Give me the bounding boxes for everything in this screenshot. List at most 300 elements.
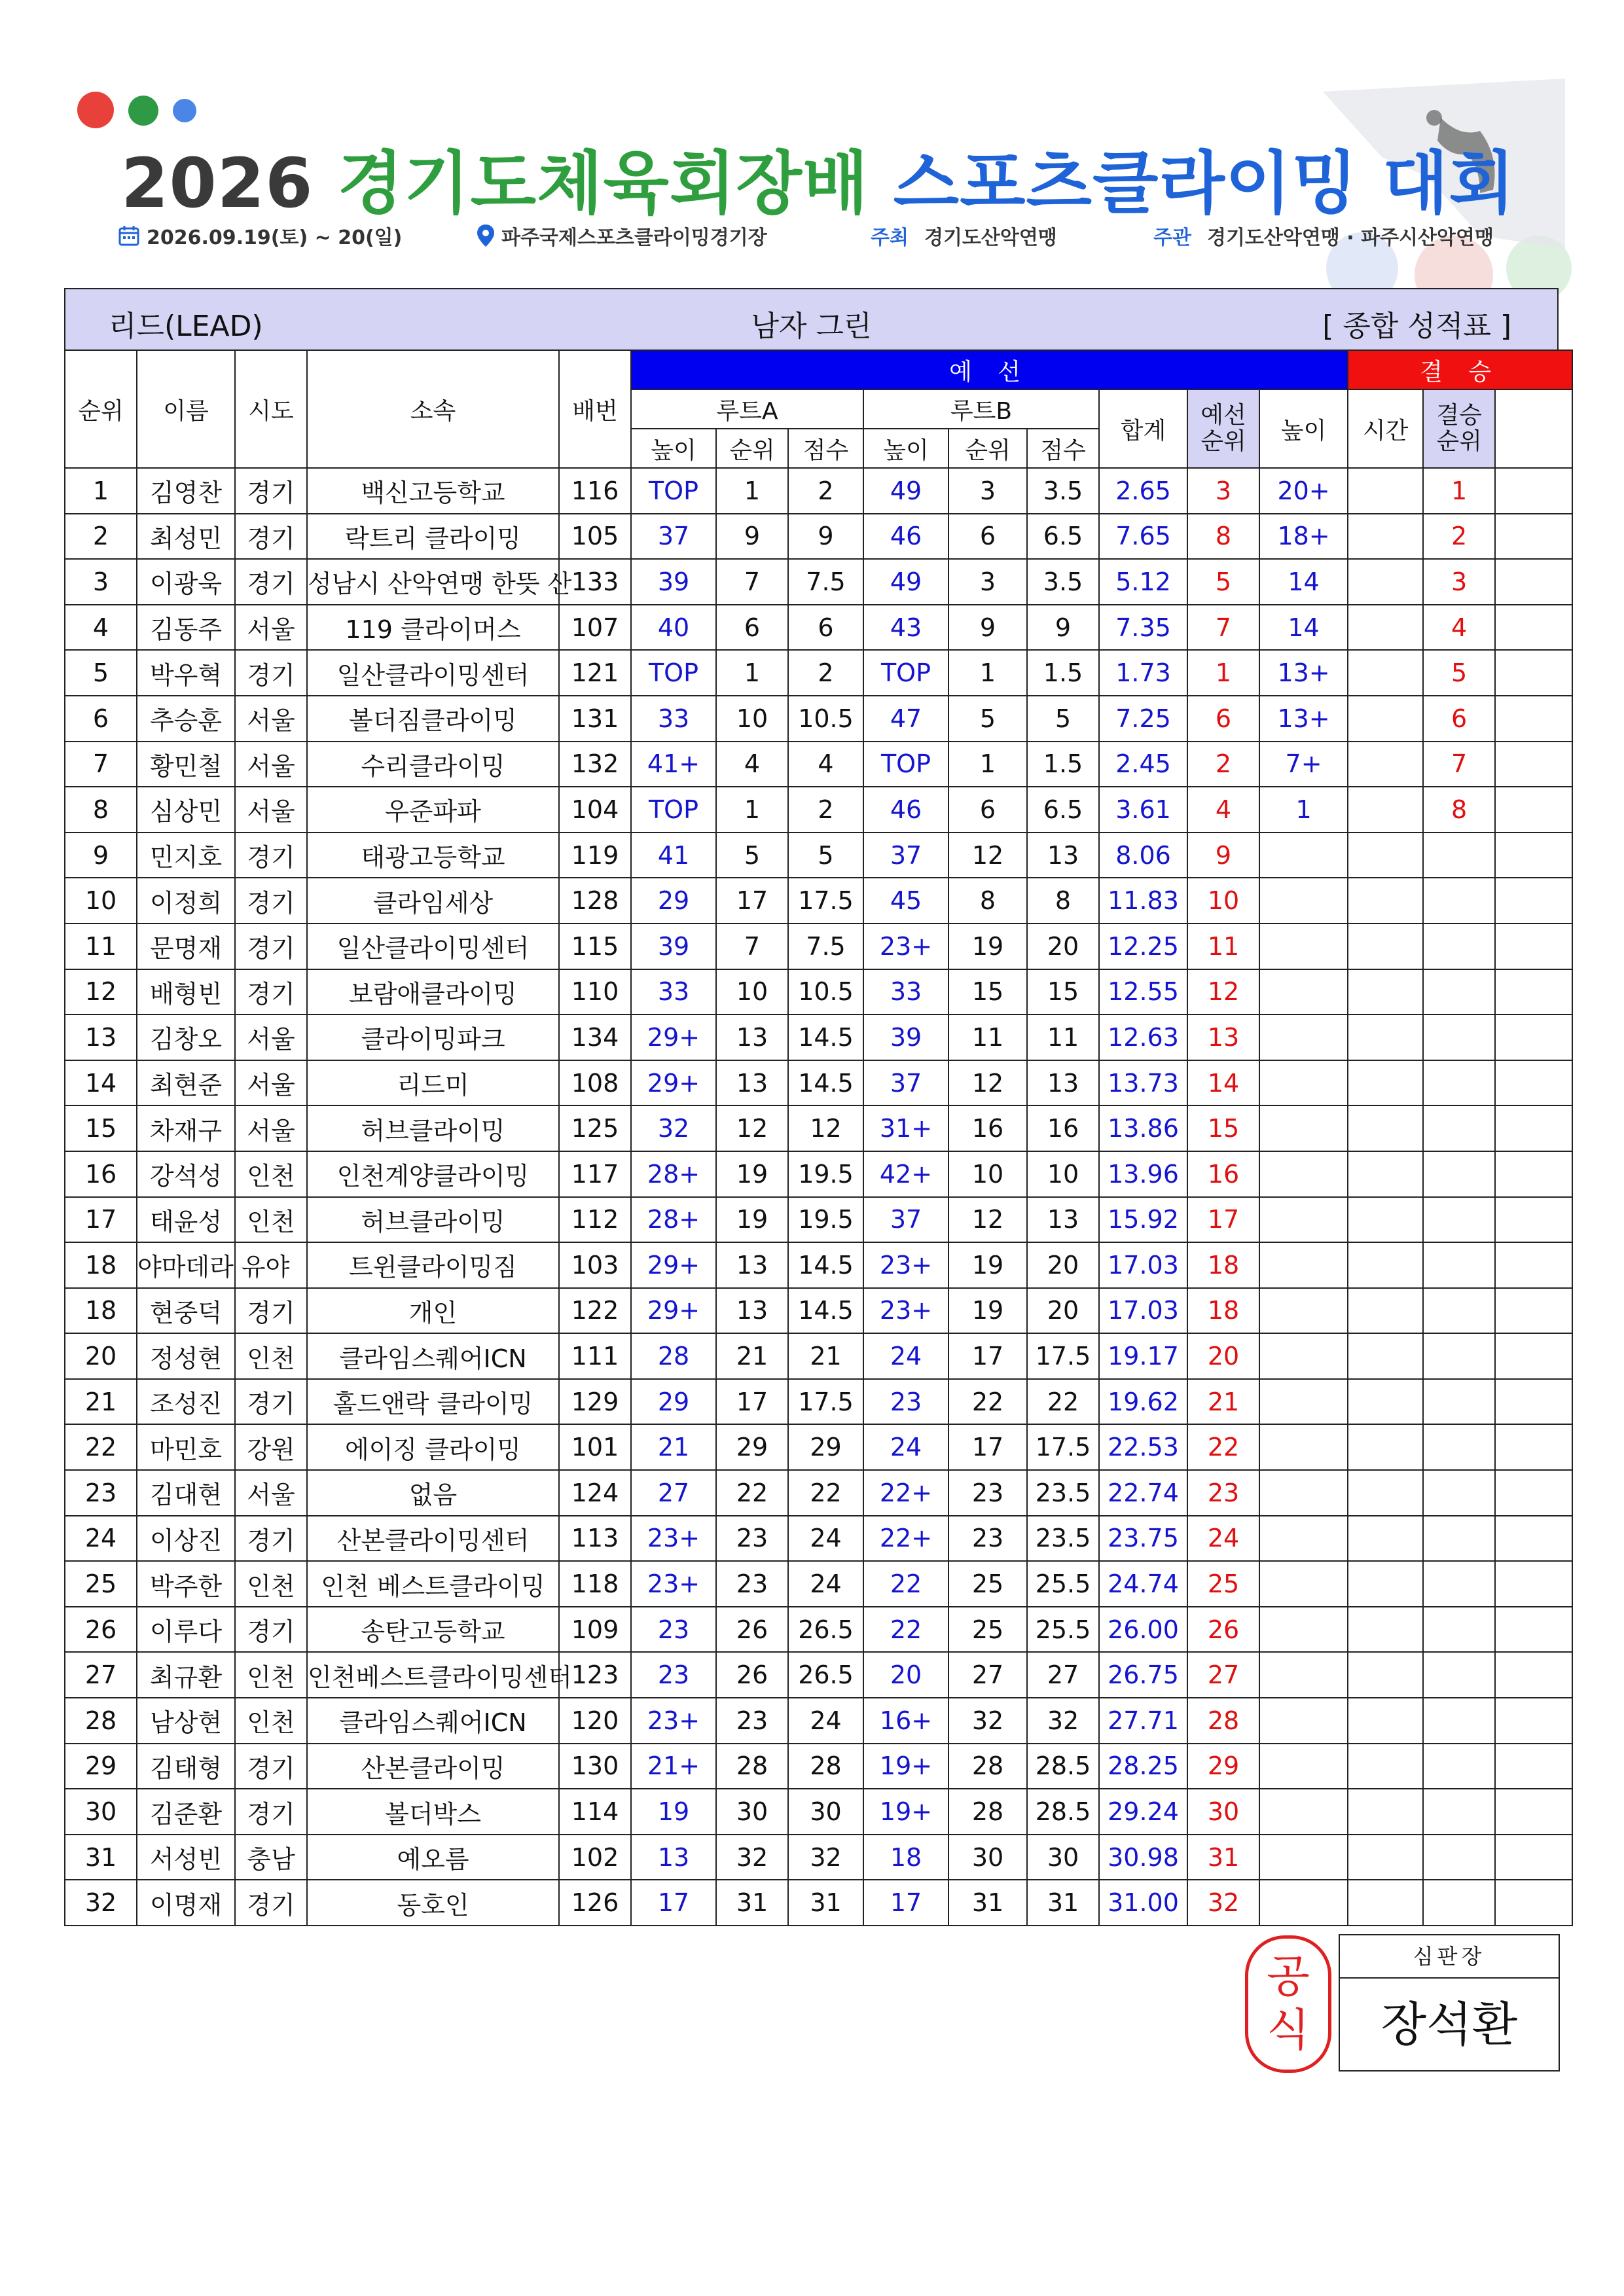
- cell-b-score: 8: [1027, 878, 1099, 924]
- cell-rank: 7: [65, 742, 137, 787]
- cell-final-time: [1348, 1652, 1423, 1698]
- cell-total: 29.24: [1099, 1789, 1187, 1835]
- cell-rank: 24: [65, 1516, 137, 1562]
- cell-note: [1495, 833, 1572, 878]
- cell-total: 22.53: [1099, 1424, 1187, 1470]
- cell-a-height: 41+: [631, 742, 716, 787]
- cell-a-rank: 6: [716, 605, 788, 651]
- cell-bib: 126: [559, 1880, 631, 1926]
- cell-b-height: 23+: [863, 1242, 948, 1288]
- cell-a-score: 32: [788, 1835, 863, 1880]
- cell-rank: 9: [65, 833, 137, 878]
- cell-a-height: 39: [631, 559, 716, 605]
- cell-final-rank: [1423, 1470, 1495, 1516]
- cell-bib: 104: [559, 787, 631, 833]
- cell-rank: 15: [65, 1105, 137, 1151]
- cell-team: 클라임스퀘어ICN: [307, 1333, 559, 1379]
- cell-name: 김영찬: [137, 468, 235, 514]
- cell-final-rank: [1423, 1333, 1495, 1379]
- cell-a-score: 26.5: [788, 1652, 863, 1698]
- cell-region: 경기: [235, 878, 307, 924]
- cell-total: 24.74: [1099, 1561, 1187, 1607]
- cell-final-time: [1348, 1698, 1423, 1744]
- cell-name: 추승훈: [137, 696, 235, 742]
- cell-note: [1495, 1242, 1572, 1288]
- cell-a-rank: 26: [716, 1652, 788, 1698]
- cell-final-height: [1259, 878, 1348, 924]
- cell-region: 서울: [235, 1105, 307, 1151]
- cell-final-height: [1259, 1105, 1348, 1151]
- cell-rank: 13: [65, 1014, 137, 1060]
- table-row: [65, 1698, 1572, 1744]
- col-prelim-rank: 예선 순위: [1187, 389, 1259, 468]
- cell-a-rank: 1: [716, 468, 788, 514]
- cell-prelim-rank: 23: [1187, 1470, 1259, 1516]
- cell-final-rank: [1423, 1516, 1495, 1562]
- cell-note: [1495, 787, 1572, 833]
- cell-final-height: [1259, 1744, 1348, 1789]
- col-region: 시도: [235, 350, 307, 468]
- cell-b-rank: 22: [948, 1379, 1027, 1425]
- cell-a-score: 28: [788, 1744, 863, 1789]
- cell-final-rank: 4: [1423, 605, 1495, 651]
- cell-name: 이명재: [137, 1880, 235, 1926]
- cell-total: 12.25: [1099, 924, 1187, 969]
- cell-a-score: 2: [788, 650, 863, 696]
- cell-final-height: [1259, 969, 1348, 1015]
- cell-team: 클라임세상: [307, 878, 559, 924]
- cell-a-height: 23+: [631, 1516, 716, 1562]
- cell-a-score: 19.5: [788, 1197, 863, 1243]
- cell-final-time: [1348, 924, 1423, 969]
- judge-title: 심판장: [1340, 1935, 1559, 1979]
- cell-team: 산본클라이밍: [307, 1744, 559, 1789]
- cell-b-height: 39: [863, 1014, 948, 1060]
- cell-final-time: [1348, 1561, 1423, 1607]
- cell-name: 이광욱: [137, 559, 235, 605]
- cell-final-time: [1348, 514, 1423, 560]
- cell-prelim-rank: 8: [1187, 514, 1259, 560]
- cell-final-rank: [1423, 1652, 1495, 1698]
- cell-b-score: 32: [1027, 1698, 1099, 1744]
- cell-final-height: 13+: [1259, 696, 1348, 742]
- cell-final-time: [1348, 833, 1423, 878]
- cell-a-score: 9: [788, 514, 863, 560]
- cell-a-height: 19: [631, 1789, 716, 1835]
- cell-a-score: 14.5: [788, 1060, 863, 1106]
- table-row: [65, 1197, 1572, 1243]
- results-table: [64, 350, 1573, 1926]
- cell-a-rank: 29: [716, 1424, 788, 1470]
- cell-final-time: [1348, 559, 1423, 605]
- cell-b-score: 17.5: [1027, 1424, 1099, 1470]
- cell-region: 서울: [235, 696, 307, 742]
- cell-rank: 30: [65, 1789, 137, 1835]
- cell-b-rank: 1: [948, 650, 1027, 696]
- cell-b-score: 3.5: [1027, 559, 1099, 605]
- cell-a-height: 28+: [631, 1197, 716, 1243]
- cell-final-rank: [1423, 924, 1495, 969]
- cell-region: 경기: [235, 1607, 307, 1653]
- cell-total: 12.55: [1099, 969, 1187, 1015]
- green-dot: [128, 96, 158, 126]
- cell-prelim-rank: 3: [1187, 468, 1259, 514]
- cell-final-rank: 6: [1423, 696, 1495, 742]
- cell-name: 김태형: [137, 1744, 235, 1789]
- table-row: [65, 605, 1572, 651]
- cell-note: [1495, 605, 1572, 651]
- cell-final-rank: 1: [1423, 468, 1495, 514]
- table-row: [65, 1014, 1572, 1060]
- cell-b-height: 31+: [863, 1105, 948, 1151]
- cell-prelim-rank: 9: [1187, 833, 1259, 878]
- cell-prelim-rank: 4: [1187, 787, 1259, 833]
- cell-note: [1495, 1744, 1572, 1789]
- cell-prelim-rank: 18: [1187, 1288, 1259, 1334]
- cell-team: 119 클라이머스: [307, 605, 559, 651]
- cell-note: [1495, 1789, 1572, 1835]
- cell-final-time: [1348, 787, 1423, 833]
- cell-note: [1495, 696, 1572, 742]
- cell-team: 트윈클라이밍짐: [307, 1242, 559, 1288]
- cell-a-score: 14.5: [788, 1242, 863, 1288]
- cell-prelim-rank: 1: [1187, 650, 1259, 696]
- cell-final-rank: [1423, 1379, 1495, 1425]
- cell-name: 김창오: [137, 1014, 235, 1060]
- cell-bib: 124: [559, 1470, 631, 1516]
- col-team: 소속: [307, 350, 559, 468]
- cell-note: [1495, 1288, 1572, 1334]
- cell-b-score: 13: [1027, 1060, 1099, 1106]
- table-row: [65, 1652, 1572, 1698]
- cell-total: 26.00: [1099, 1607, 1187, 1653]
- cell-region: 경기: [235, 924, 307, 969]
- cell-name: 이루다: [137, 1607, 235, 1653]
- cell-final-height: [1259, 1151, 1348, 1197]
- cell-rank: 21: [65, 1379, 137, 1425]
- cell-final-height: 13+: [1259, 650, 1348, 696]
- cell-b-score: 28.5: [1027, 1744, 1099, 1789]
- cell-final-time: [1348, 1333, 1423, 1379]
- cell-total: 27.71: [1099, 1698, 1187, 1744]
- cell-b-score: 23.5: [1027, 1470, 1099, 1516]
- cell-final-height: 20+: [1259, 468, 1348, 514]
- cell-region: 경기: [235, 1744, 307, 1789]
- cell-total: 8.06: [1099, 833, 1187, 878]
- blue-dot: [173, 99, 196, 122]
- cell-b-score: 25.5: [1027, 1607, 1099, 1653]
- cell-final-height: [1259, 1424, 1348, 1470]
- cell-a-rank: 19: [716, 1151, 788, 1197]
- cell-rank: 20: [65, 1333, 137, 1379]
- cell-b-rank: 3: [948, 468, 1027, 514]
- cell-team: 허브클라이밍: [307, 1105, 559, 1151]
- event-info-bar: [0, 221, 1624, 247]
- cell-final-rank: [1423, 833, 1495, 878]
- cell-b-rank: 19: [948, 1288, 1027, 1334]
- cell-rank: 27: [65, 1652, 137, 1698]
- cell-a-rank: 23: [716, 1698, 788, 1744]
- cell-prelim-rank: 27: [1187, 1652, 1259, 1698]
- cell-team: 볼더박스: [307, 1789, 559, 1835]
- official-stamp: [1245, 1935, 1331, 2073]
- cell-b-score: 20: [1027, 924, 1099, 969]
- col-b-score: 점수: [1027, 429, 1099, 468]
- cell-b-score: 13: [1027, 833, 1099, 878]
- cell-final-time: [1348, 878, 1423, 924]
- cell-region: 서울: [235, 1060, 307, 1106]
- cell-total: 22.74: [1099, 1470, 1187, 1516]
- table-row: [65, 559, 1572, 605]
- cell-total: 7.35: [1099, 605, 1187, 651]
- cell-final-rank: [1423, 1197, 1495, 1243]
- cell-a-height: 21: [631, 1424, 716, 1470]
- cell-prelim-rank: 17: [1187, 1197, 1259, 1243]
- cell-b-score: 23.5: [1027, 1516, 1099, 1562]
- cell-b-rank: 25: [948, 1561, 1027, 1607]
- cell-b-score: 11: [1027, 1014, 1099, 1060]
- cell-b-score: 3.5: [1027, 468, 1099, 514]
- cell-a-score: 2: [788, 468, 863, 514]
- cell-a-rank: 7: [716, 559, 788, 605]
- cell-a-height: 29+: [631, 1242, 716, 1288]
- cell-rank: 23: [65, 1470, 137, 1516]
- judge-signature-box: [1339, 1934, 1560, 2072]
- cell-a-height: 29+: [631, 1288, 716, 1334]
- cell-a-rank: 30: [716, 1789, 788, 1835]
- cell-b-rank: 17: [948, 1424, 1027, 1470]
- cell-b-score: 28.5: [1027, 1789, 1099, 1835]
- cell-rank: 29: [65, 1744, 137, 1789]
- cell-region: 서울: [235, 1470, 307, 1516]
- cell-final-height: [1259, 1197, 1348, 1243]
- cell-b-height: 16+: [863, 1698, 948, 1744]
- cell-note: [1495, 1652, 1572, 1698]
- cell-note: [1495, 650, 1572, 696]
- cell-team: 에이징 클라이밍: [307, 1424, 559, 1470]
- cell-bib: 109: [559, 1607, 631, 1653]
- cell-final-height: 14: [1259, 559, 1348, 605]
- cell-total: 2.65: [1099, 468, 1187, 514]
- cell-b-score: 30: [1027, 1835, 1099, 1880]
- cell-team: 인천 베스트클라이밍: [307, 1561, 559, 1607]
- table-row: [65, 1561, 1572, 1607]
- cell-total: 17.03: [1099, 1242, 1187, 1288]
- cell-final-rank: [1423, 1105, 1495, 1151]
- cell-total: 28.25: [1099, 1744, 1187, 1789]
- cell-b-height: 47: [863, 696, 948, 742]
- cell-b-rank: 23: [948, 1470, 1027, 1516]
- cell-final-rank: [1423, 878, 1495, 924]
- cell-name: 최현준: [137, 1060, 235, 1106]
- cell-name: 현중덕: [137, 1288, 235, 1334]
- cell-a-rank: 10: [716, 696, 788, 742]
- cell-final-rank: [1423, 1288, 1495, 1334]
- cell-region: 경기: [235, 1789, 307, 1835]
- cell-prelim-rank: 2: [1187, 742, 1259, 787]
- cell-final-height: [1259, 1379, 1348, 1425]
- cell-bib: 101: [559, 1424, 631, 1470]
- cell-a-rank: 1: [716, 787, 788, 833]
- cell-note: [1495, 1014, 1572, 1060]
- cell-note: [1495, 1561, 1572, 1607]
- cell-final-rank: [1423, 1424, 1495, 1470]
- cell-bib: 115: [559, 924, 631, 969]
- cell-name: 남상현: [137, 1698, 235, 1744]
- cell-final-height: [1259, 1561, 1348, 1607]
- cell-note: [1495, 1333, 1572, 1379]
- col-group-preliminary: 예 선: [631, 350, 1348, 389]
- cell-rank: 4: [65, 605, 137, 651]
- cell-prelim-rank: 24: [1187, 1516, 1259, 1562]
- cell-team: 예오름: [307, 1835, 559, 1880]
- cell-bib: 119: [559, 833, 631, 878]
- col-final-height: 높이: [1259, 389, 1348, 468]
- cell-a-score: 31: [788, 1880, 863, 1926]
- cell-prelim-rank: 10: [1187, 878, 1259, 924]
- cell-b-rank: 23: [948, 1516, 1027, 1562]
- cell-bib: 123: [559, 1652, 631, 1698]
- cell-b-height: 17: [863, 1880, 948, 1926]
- cell-note: [1495, 1516, 1572, 1562]
- cell-final-rank: [1423, 1561, 1495, 1607]
- cell-total: 12.63: [1099, 1014, 1187, 1060]
- table-row: [65, 1835, 1572, 1880]
- table-row: [65, 650, 1572, 696]
- cell-a-height: 29+: [631, 1014, 716, 1060]
- col-a-rank: 순위: [716, 429, 788, 468]
- cell-b-height: 19+: [863, 1789, 948, 1835]
- cell-a-height: 28+: [631, 1151, 716, 1197]
- cell-a-height: 32: [631, 1105, 716, 1151]
- cell-name: 야마데라 유야: [137, 1242, 235, 1288]
- cell-a-height: 13: [631, 1835, 716, 1880]
- cell-b-height: 18: [863, 1835, 948, 1880]
- cell-b-height: 46: [863, 514, 948, 560]
- table-row: [65, 1880, 1572, 1926]
- cell-region: 경기: [235, 514, 307, 560]
- cell-region: 경기: [235, 468, 307, 514]
- cell-b-height: 24: [863, 1333, 948, 1379]
- cell-b-rank: 15: [948, 969, 1027, 1015]
- cell-b-rank: 32: [948, 1698, 1027, 1744]
- cell-region: 서울: [235, 1014, 307, 1060]
- event-host: [871, 221, 1057, 250]
- cell-final-height: [1259, 1333, 1348, 1379]
- cell-name: 김동주: [137, 605, 235, 651]
- cell-a-score: 14.5: [788, 1288, 863, 1334]
- cell-a-height: 37: [631, 514, 716, 560]
- cell-team: 인천베스트클라이밍센터: [307, 1652, 559, 1698]
- cell-a-score: 17.5: [788, 1379, 863, 1425]
- cell-total: 3.61: [1099, 787, 1187, 833]
- cell-prelim-rank: 5: [1187, 559, 1259, 605]
- cell-a-height: 21+: [631, 1744, 716, 1789]
- col-b-height: 높이: [863, 429, 948, 468]
- cell-name: 정성현: [137, 1333, 235, 1379]
- cell-prelim-rank: 11: [1187, 924, 1259, 969]
- cell-name: 강석성: [137, 1151, 235, 1197]
- cell-prelim-rank: 20: [1187, 1333, 1259, 1379]
- stamp-char-2: 식: [1267, 2005, 1310, 2056]
- cell-note: [1495, 1835, 1572, 1880]
- cell-a-rank: 31: [716, 1880, 788, 1926]
- cell-final-rank: [1423, 1880, 1495, 1926]
- organizer-text: 경기도산악연맹 · 파주시산악연맹: [1206, 226, 1494, 249]
- cell-bib: 118: [559, 1561, 631, 1607]
- cell-note: [1495, 742, 1572, 787]
- cell-b-height: 42+: [863, 1151, 948, 1197]
- cell-team: 동호인: [307, 1880, 559, 1926]
- cell-a-rank: 1: [716, 650, 788, 696]
- cell-name: 김준환: [137, 1789, 235, 1835]
- cell-b-rank: 28: [948, 1789, 1027, 1835]
- cell-a-rank: 12: [716, 1105, 788, 1151]
- cell-note: [1495, 1607, 1572, 1653]
- cell-bib: 110: [559, 969, 631, 1015]
- cell-final-rank: [1423, 1835, 1495, 1880]
- table-row: [65, 969, 1572, 1015]
- cell-name: 황민철: [137, 742, 235, 787]
- cell-prelim-rank: 28: [1187, 1698, 1259, 1744]
- cell-final-rank: [1423, 1151, 1495, 1197]
- cell-team: 클라이밍파크: [307, 1014, 559, 1060]
- table-row: [65, 696, 1572, 742]
- cell-prelim-rank: 6: [1187, 696, 1259, 742]
- cell-note: [1495, 1470, 1572, 1516]
- cell-total: 19.62: [1099, 1379, 1187, 1425]
- cell-bib: 125: [559, 1105, 631, 1151]
- cell-b-score: 1.5: [1027, 742, 1099, 787]
- cell-rank: 1: [65, 468, 137, 514]
- cell-name: 민지호: [137, 833, 235, 878]
- cell-final-time: [1348, 1197, 1423, 1243]
- cell-total: 13.73: [1099, 1060, 1187, 1106]
- cell-name: 이정희: [137, 878, 235, 924]
- cell-final-rank: [1423, 1014, 1495, 1060]
- cell-b-rank: 11: [948, 1014, 1027, 1060]
- cell-b-height: 23+: [863, 1288, 948, 1334]
- cell-name: 박주한: [137, 1561, 235, 1607]
- cell-rank: 5: [65, 650, 137, 696]
- cell-prelim-rank: 22: [1187, 1424, 1259, 1470]
- cell-final-time: [1348, 1242, 1423, 1288]
- cell-b-rank: 3: [948, 559, 1027, 605]
- cell-total: 26.75: [1099, 1652, 1187, 1698]
- cell-final-time: [1348, 1379, 1423, 1425]
- cell-final-time: [1348, 1744, 1423, 1789]
- cell-a-score: 6: [788, 605, 863, 651]
- cell-b-rank: 9: [948, 605, 1027, 651]
- table-row: [65, 1470, 1572, 1516]
- cell-bib: 107: [559, 605, 631, 651]
- cell-final-height: [1259, 1242, 1348, 1288]
- cell-final-rank: 2: [1423, 514, 1495, 560]
- host-label: 주최: [871, 226, 909, 249]
- cell-b-rank: 19: [948, 924, 1027, 969]
- cell-team: 인천계양클라이밍: [307, 1151, 559, 1197]
- cell-a-rank: 13: [716, 1060, 788, 1106]
- cell-b-height: 37: [863, 1197, 948, 1243]
- cell-rank: 10: [65, 878, 137, 924]
- cell-b-rank: 8: [948, 878, 1027, 924]
- cell-a-rank: 23: [716, 1561, 788, 1607]
- cell-bib: 113: [559, 1516, 631, 1562]
- cell-b-score: 17.5: [1027, 1333, 1099, 1379]
- cell-bib: 103: [559, 1242, 631, 1288]
- cell-b-height: 43: [863, 605, 948, 651]
- organizer-label: 주관: [1153, 226, 1191, 249]
